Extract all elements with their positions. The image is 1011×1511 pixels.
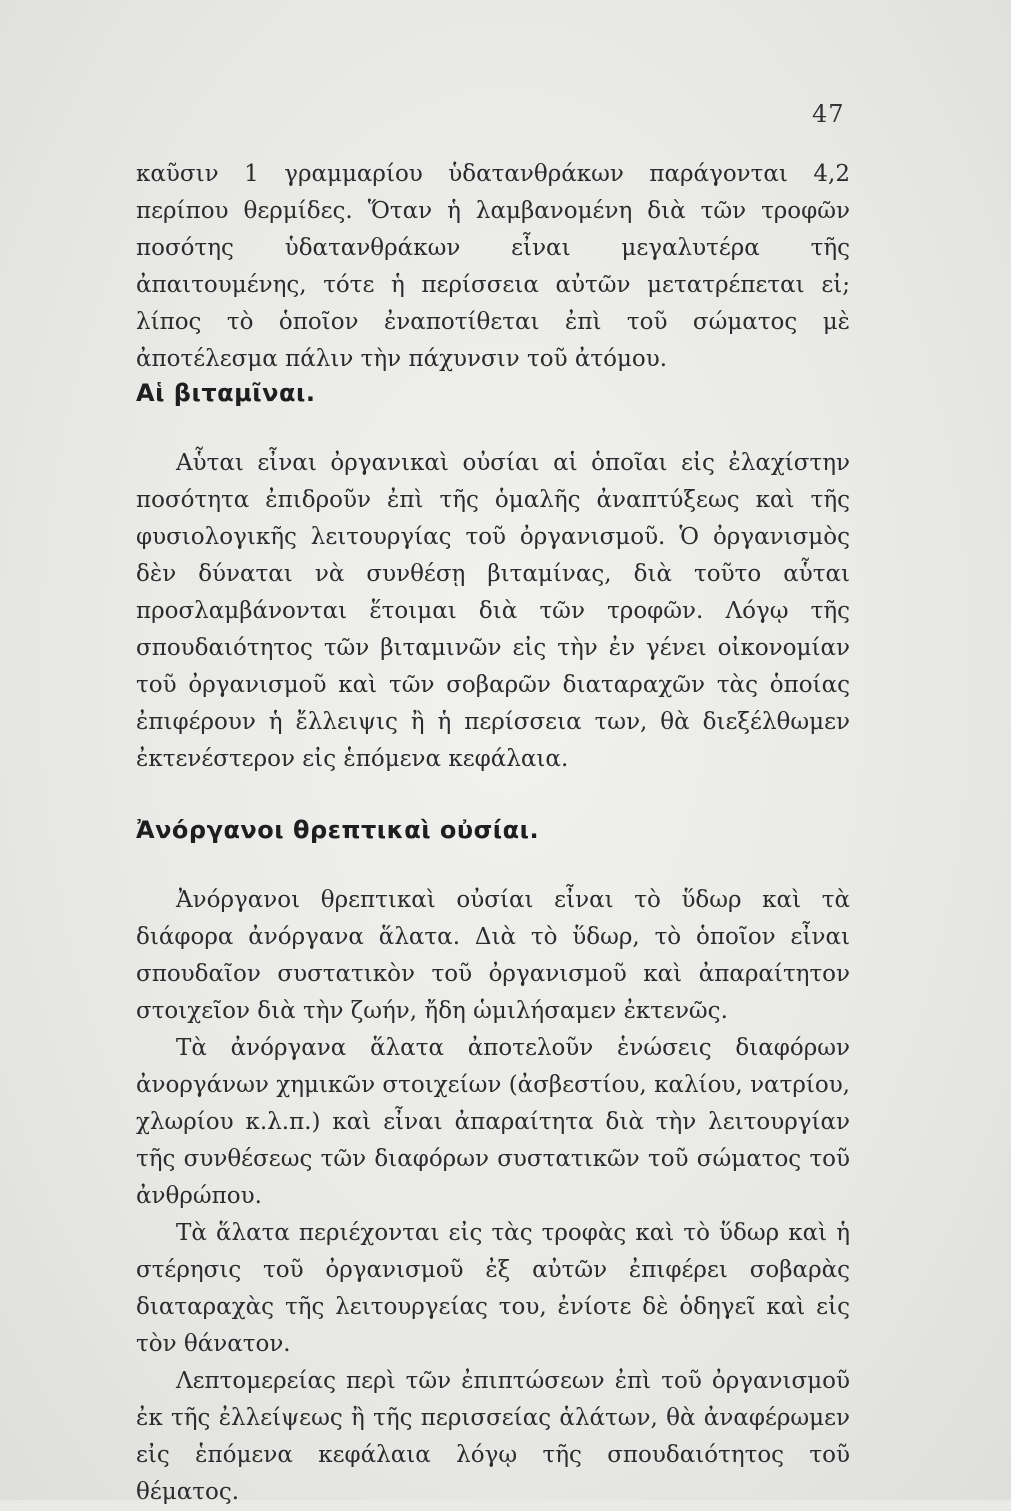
paragraph-salts-in-food: Τὰ ἅλατα περιέχονται εἰς τὰς τροφὰς καὶ τὸ ὕδωρ καὶ ἡ στέρησις τοῦ ὀργανισμοῦ ἐξ αὐτῶν ἐπιφέρει σοβαρὰς διαταραχὰς τῆς λειτουργείας του, ἐνίοτε δὲ ὁδηγεῖ καὶ εἰς τὸν θάνατον. — [136, 1220, 850, 1357]
page-number: 47 — [812, 100, 845, 128]
section-heading-vitamins: Αἱ βιταμῖναι. — [136, 379, 316, 407]
section-heading-inorganic-nutrients: Ἀνόργανοι θρεπτικαὶ οὐσίαι. — [136, 816, 540, 844]
paragraph-inorganic-salts: Τὰ ἀνόργανα ἅλατα ἀποτελοῦν ἑνώσεις διαφόρων ἀνοργάνων χημικῶν στοιχείων (ἀσβεστίου, καλίου, νατρίου, χλωρίου κ.λ.π.) καὶ εἶναι ἀπαραίτητα διὰ τὴν λειτουργίαν τῆς συνθέσεως τῶν διαφόρων συστατικῶν τοῦ σώματος τοῦ ἀνθρώπου. — [136, 1035, 850, 1209]
paragraph-vitamins: Αὗται εἶναι ὀργανικαὶ οὐσίαι αἱ ὁποῖαι εἰς ἐλαχίστην ποσότητα ἐπιδροῦν ἐπὶ τῆς ὁμαλῆς ἀναπτύξεως καὶ τῆς φυσιολογικῆς λειτουργίας τοῦ ὀργανισμοῦ. Ὁ ὀργανισμὸς δὲν δύναται νὰ συνθέσῃ βιταμίνας, διὰ τοῦτο αὗται προσλαμβάνονται ἕτοιμαι διὰ τῶν τροφῶν. Λόγῳ τῆς σπουδαιότητος τῶν βιταμινῶν εἰς τὴν ἐν γένει οἰκονομίαν τοῦ ὀργανισμοῦ καὶ τῶν σοβαρῶν διαταραχῶν τὰς ὁποίας ἐπιφέρουν ἡ ἔλλειψις ἢ ἡ περίσσεια των, θὰ διεξέλθωμεν ἐκτενέστερον εἰς ἑπόμενα κεφάλαια. — [136, 450, 850, 772]
paragraph-inorganic-intro: Ἀνόργανοι θρεπτικαὶ οὐσίαι εἶναι τὸ ὕδωρ καὶ τὰ διάφορα ἀνόργανα ἅλατα. Διὰ τὸ ὕδωρ, τὸ ὁποῖον εἶναι σπουδαῖον συστατικὸν τοῦ ὀργανισμοῦ καὶ ἀπαραίτητον στοιχεῖον διὰ τὴν ζωήν, ἤδη ὡμιλήσαμεν ἐκτενῶς. — [136, 887, 850, 1024]
paragraph-details-later: Λεπτομερείας περὶ τῶν ἐπιπτώσεων ἐπὶ τοῦ ὀργανισμοῦ ἐκ τῆς ἐλλείψεως ἢ τῆς περισσείας ἁλάτων, θὰ ἀναφέρωμεν εἰς ἑπόμενα κεφάλαια λόγῳ τῆς σπουδαιότητος τοῦ θέματος. — [136, 1368, 850, 1505]
page-body — [136, 156, 850, 1511]
paragraph-carbohydrates-continued: καῦσιν 1 γραμμαρίου ὑδατανθράκων παράγονται 4,2 περίπου θερμίδες. Ὅταν ἡ λαμβανομένη διὰ τῶν τροφῶν ποσότης ὑδατανθράκων εἶναι μεγαλυτέρα τῆς ἀπαιτουμένης, τότε ἡ περίσσεια αὐτῶν μετατρέπεται εἰ; λίπος τὸ ὁποῖον ἐναποτίθεται ἐπὶ τοῦ σώματος μὲ ἀποτέλεσμα πάλιν τὴν πάχυνσιν τοῦ ἀτόμου. — [136, 161, 850, 372]
